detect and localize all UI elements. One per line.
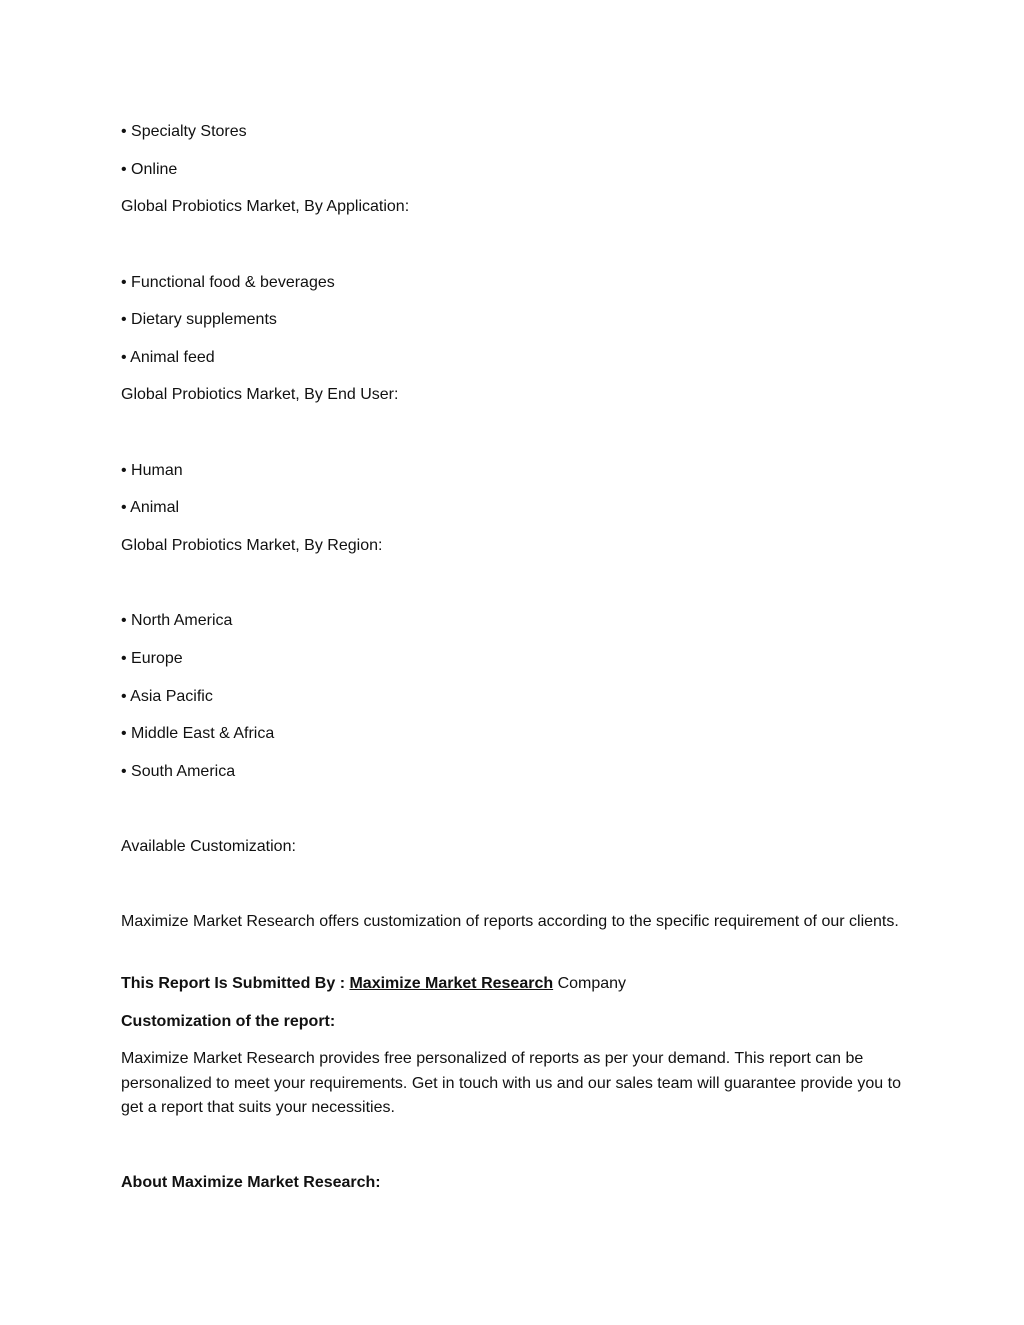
application-heading: Global Probiotics Market, By Application: xyxy=(121,198,410,215)
list-item-functional-food: • Functional food & beverages xyxy=(121,274,335,291)
submitted-by-line xyxy=(121,972,626,996)
list-item-middle-east-africa: • Middle East & Africa xyxy=(121,725,275,742)
end-user-heading: Global Probiotics Market, By End User: xyxy=(121,386,399,403)
list-item-human: • Human xyxy=(121,462,183,479)
customization-heading: Available Customization: xyxy=(121,838,296,855)
list-item-north-america: • North America xyxy=(121,612,233,629)
customization-report-heading: Customization of the report: xyxy=(121,1013,336,1030)
submitted-by-label: This Report Is Submitted By : xyxy=(121,975,350,992)
customization-report-text: Maximize Market Research provides free personalized of reports as per your demand. This report can be personalized to meet your requirements. Get in touch with us and our sales team will guarantee provide you to get a report that suits your necessities. xyxy=(121,1050,901,1116)
list-item-south-america: • South America xyxy=(121,763,236,780)
region-heading: Global Probiotics Market, By Region: xyxy=(121,537,383,554)
list-item-online: • Online xyxy=(121,161,178,178)
list-item-dietary-supplements: • Dietary supplements xyxy=(121,311,277,328)
list-item-specialty-stores: • Specialty Stores xyxy=(121,123,247,140)
about-heading: About Maximize Market Research: xyxy=(121,1174,381,1191)
list-item-europe: • Europe xyxy=(121,650,183,667)
list-item-animal: • Animal xyxy=(121,499,180,516)
submitted-by-suffix: Company xyxy=(553,975,627,992)
maximize-market-research-link[interactable]: Maximize Market Research xyxy=(349,975,554,992)
customization-text: Maximize Market Research offers customization of reports according to the specific requirement of our clients. xyxy=(121,913,899,930)
list-item-asia-pacific: • Asia Pacific xyxy=(121,688,213,705)
list-item-animal-feed: • Animal feed xyxy=(121,349,215,366)
